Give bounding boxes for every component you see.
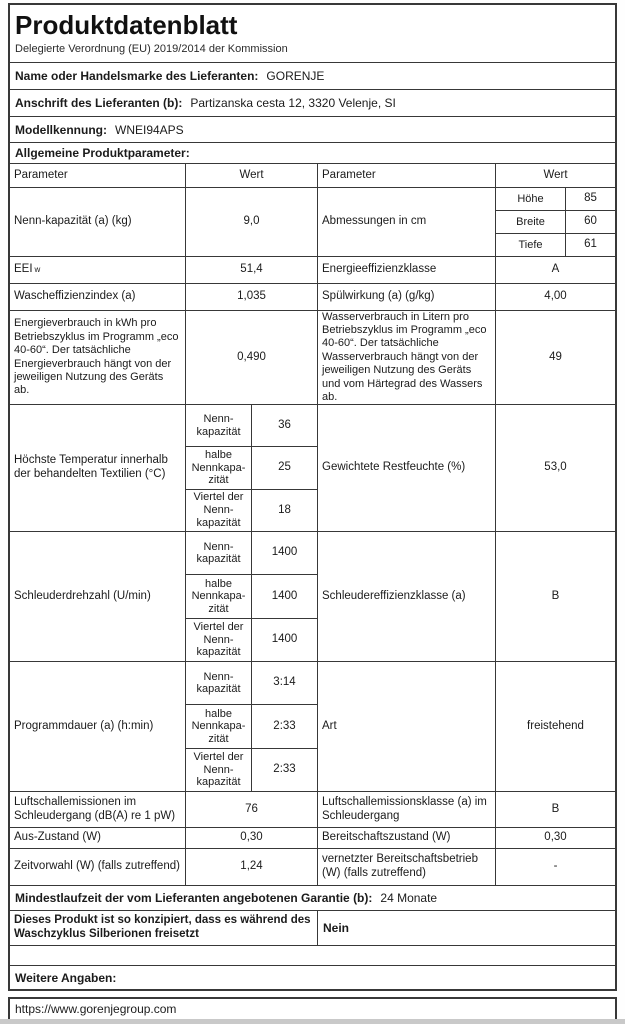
col-header-parameter-1: Parameter (14, 168, 68, 181)
supplier-name-row (10, 62, 615, 89)
spin-quarter-row (186, 618, 317, 661)
eei-subscript: w (34, 265, 41, 275)
rinse-value: 4,00 (495, 284, 615, 310)
duration-nominal-value: 3:14 (251, 662, 317, 704)
supplier-name-value: GORENJE (266, 69, 325, 83)
website-url: https://www.gorenjegroup.com (15, 1002, 177, 1016)
supplier-address-label: Anschrift des Lieferanten (b): (15, 96, 183, 110)
dimension-height-row (496, 188, 615, 210)
duration-nominal-label: Nenn-kapazität (196, 670, 241, 696)
wash-index-label: Wascheffizienzindex (a) (14, 290, 136, 303)
capacity-dimensions-row (10, 187, 615, 256)
type-value: freistehend (495, 662, 615, 791)
height-value: 85 (565, 188, 615, 210)
silver-ions-row (10, 910, 615, 945)
spin-nominal-label: Nenn-kapazität (196, 540, 241, 566)
depth-label: Tiefe (518, 238, 543, 251)
consumption-row (10, 310, 615, 404)
spin-half-label: halbe Nennkapa-zität (191, 577, 246, 615)
warranty-label: Mindestlaufzeit der vom Lieferanten angebotenen Garantie (b): (15, 891, 373, 905)
duration-half-label: halbe Nennkapa-zität (191, 707, 246, 745)
standby-value: 0,30 (495, 828, 615, 848)
wash-index-value: 1,035 (185, 284, 317, 310)
model-label: Modellkennung: (15, 122, 107, 137)
page-title: Produktdatenblatt (15, 10, 238, 40)
delay-start-row (10, 848, 615, 885)
col-header-wert-2: Wert (495, 164, 615, 187)
title-block (10, 5, 615, 62)
table-header-row (10, 163, 615, 187)
scan-edge-strip (0, 1019, 625, 1024)
temp-nominal-label: Nenn-kapazität (196, 413, 241, 438)
spin-nominal-value: 1400 (251, 532, 317, 574)
energy-consumption-value: 0,490 (185, 311, 317, 404)
spin-half-row (186, 574, 317, 617)
temp-half-row (186, 446, 317, 488)
temp-nominal-row (186, 405, 317, 446)
spin-quarter-label: Viertel der Nenn-kapazität (193, 620, 244, 659)
water-consumption-value: 49 (495, 311, 615, 404)
standby-label: Bereitschaftszustand (W) (317, 828, 495, 848)
more-info-header: Weitere Angaben: (10, 965, 615, 989)
dimensions-label: Abmessungen in cm (317, 188, 495, 256)
col-header-wert-1: Wert (185, 164, 317, 187)
page-subtitle: Delegierte Verordnung (EU) 2019/2014 der Kommission (15, 43, 288, 55)
noise-row (10, 791, 615, 827)
duration-nominal-row (186, 662, 317, 704)
temp-half-value: 25 (251, 447, 317, 488)
spin-quarter-value: 1400 (251, 619, 317, 661)
empty-row (10, 945, 615, 965)
warranty-row (10, 885, 615, 910)
temperature-subtable (185, 405, 317, 531)
silver-ions-label: Dieses Produkt ist so konzipiert, dass es während des Waschzyklus Silberionen freisetzt (14, 914, 311, 940)
noise-label: Luftschallemissionen im Schleudergang (dB(A) re 1 pW) (14, 795, 176, 822)
noise-value: 76 (185, 792, 317, 827)
warranty-value: 24 Monate (380, 891, 438, 905)
networked-standby-label: vernetzter Bereitschaftsbetrieb (W) (falls zutreffend) (317, 849, 495, 885)
eei-row (10, 256, 615, 283)
noise-class-value: B (495, 792, 615, 827)
supplier-address-row (10, 89, 615, 116)
moisture-value: 53,0 (495, 405, 615, 531)
model-row (10, 116, 615, 142)
supplier-name-label: Name oder Handelsmarke des Lieferanten: (15, 69, 259, 83)
duration-half-value: 2:33 (251, 705, 317, 747)
energy-consumption-label: Energieverbrauch in kWh pro Betriebszyklus im Programm „eco 40-60“. Der tatsächliche Energieverbrauch hängt von der jeweiligen Nutzung des Geräts ab. (14, 317, 179, 397)
dimension-width-row (496, 210, 615, 233)
networked-standby-value: - (495, 849, 615, 885)
width-label: Breite (516, 215, 545, 228)
silver-ions-value: Nein (317, 911, 615, 945)
duration-quarter-value: 2:33 (251, 749, 317, 791)
energy-class-label: Energieeffizienzklasse (317, 257, 495, 283)
temp-half-label: halbe Nennkapa-zität (191, 449, 246, 487)
spin-class-value: B (495, 532, 615, 661)
duration-quarter-row (186, 748, 317, 791)
wash-index-row (10, 283, 615, 310)
website-box (8, 997, 617, 1021)
off-mode-value: 0,30 (185, 828, 317, 848)
model-value: WNEI94APS (115, 122, 184, 137)
off-mode-row (10, 827, 615, 848)
capacity-value: 9,0 (185, 188, 317, 256)
spin-speed-subtable (185, 532, 317, 661)
col-header-parameter-2: Parameter (317, 164, 495, 187)
datasheet-document (8, 3, 617, 991)
noise-class-label: Luftschallemissionsklasse (a) im Schleudergang (317, 792, 495, 827)
dimensions-subtable (495, 188, 615, 256)
water-consumption-label: Wasserverbrauch in Litern pro Betriebszyklus im Programm „eco 40-60“. Der tatsächliche Wasserverbrauch hängt von der jeweiligen Nutzung des Geräts und vom Härtegrad des Wassers ab. (317, 311, 495, 404)
spin-half-value: 1400 (251, 575, 317, 617)
duration-half-row (186, 704, 317, 747)
temp-nominal-value: 36 (251, 405, 317, 446)
delay-start-value: 1,24 (185, 849, 317, 885)
type-label: Art (317, 662, 495, 791)
duration-row (10, 661, 615, 791)
temp-quarter-row (186, 489, 317, 531)
temp-quarter-value: 18 (251, 490, 317, 531)
delay-start-label: Zeitvorwahl (W) (falls zutreffend) (14, 860, 180, 873)
depth-value: 61 (565, 234, 615, 256)
spin-class-label: Schleudereffizienzklasse (a) (317, 532, 495, 661)
capacity-label: Nenn-kapazität (a) (kg) (14, 215, 132, 228)
duration-label: Programmdauer (a) (h:min) (14, 719, 154, 732)
width-value: 60 (565, 211, 615, 233)
off-mode-label: Aus-Zustand (W) (14, 831, 101, 844)
spin-speed-row (10, 531, 615, 661)
moisture-label: Gewichtete Restfeuchte (%) (317, 405, 495, 531)
temperature-label: Höchste Temperatur innerhalb der behandelten Textilien (°C) (14, 454, 168, 480)
temp-quarter-label: Viertel der Nenn-kapazität (193, 491, 244, 529)
energy-class-value: A (495, 257, 615, 283)
duration-quarter-label: Viertel der Nenn-kapazität (193, 750, 244, 789)
temperature-row (10, 404, 615, 531)
spin-speed-label: Schleuderdrehzahl (U/min) (14, 589, 151, 602)
eei-value: 51,4 (185, 257, 317, 283)
spin-nominal-row (186, 532, 317, 574)
height-label: Höhe (517, 192, 544, 205)
general-parameters-header: Allgemeine Produktparameter: (10, 142, 615, 163)
rinse-label: Spülwirkung (a) (g/kg) (317, 284, 495, 310)
duration-subtable (185, 662, 317, 791)
dimension-depth-row (496, 233, 615, 256)
supplier-address-value: Partizanska cesta 12, 3320 Velenje, SI (190, 96, 396, 110)
eei-label: EEI w (14, 263, 41, 276)
